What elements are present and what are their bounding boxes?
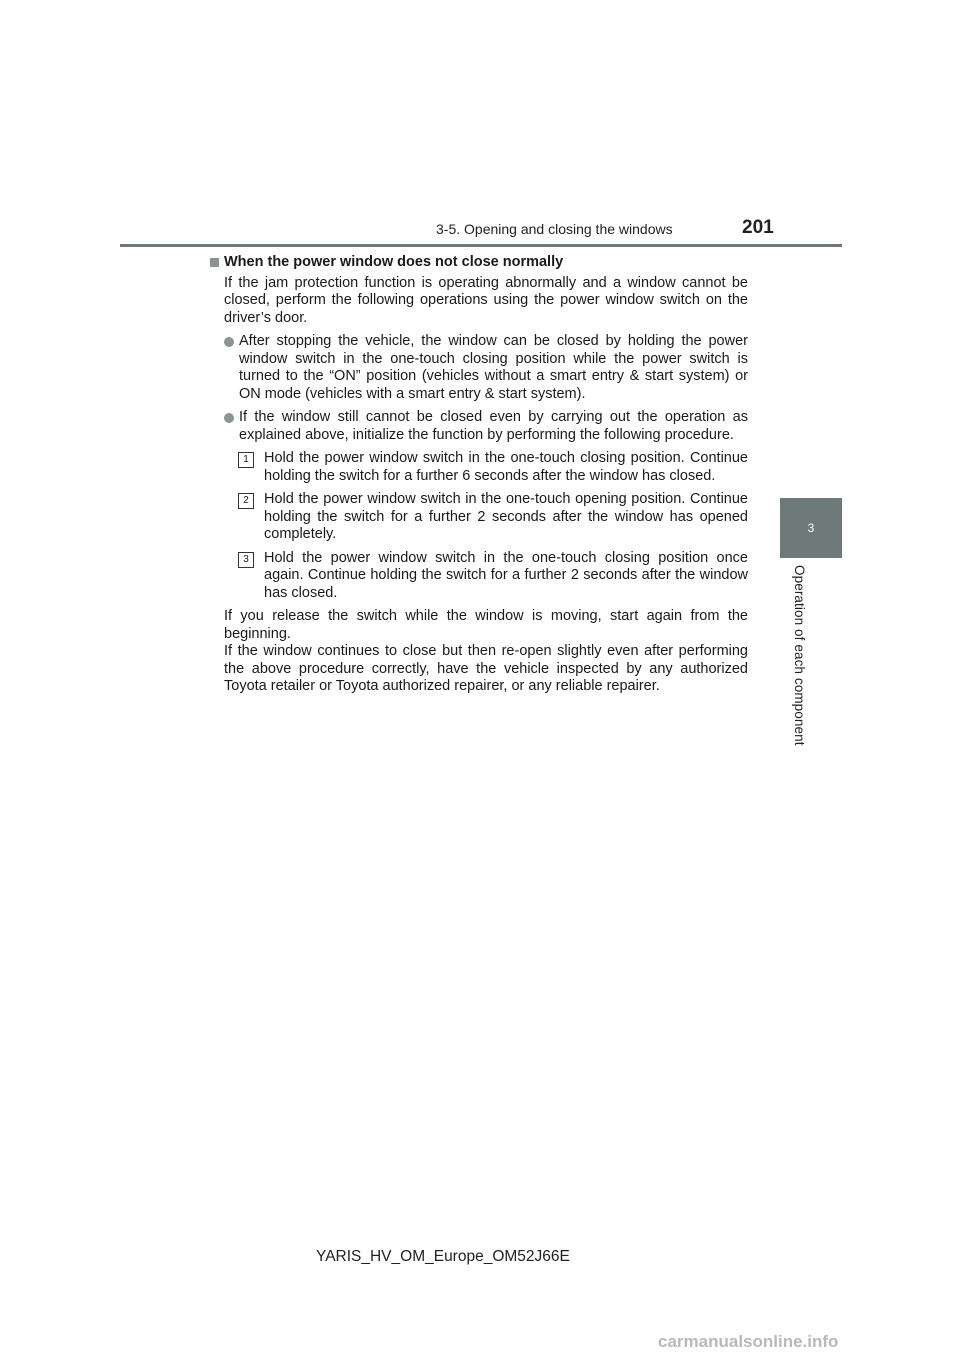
step-text: Hold the power window switch in the one-touch opening position. Continue holding the switch for a further 2 seconds after the window has opened completely. xyxy=(264,491,748,542)
bullet-text: After stopping the vehicle, the window can be closed by holding the power window switch in the one-touch closing position while the power switch is turned to the “ON” position (vehicles without a smart entry & start system) or ON mode (vehicles with a smart entry & start system). xyxy=(239,333,748,402)
circle-bullet-icon xyxy=(224,333,239,403)
chapter-tab xyxy=(780,498,842,558)
circle-bullet-icon xyxy=(224,409,239,444)
heading-text: When the power window does not close normally xyxy=(224,254,564,270)
step-number-box: 1 xyxy=(238,452,254,468)
bullet-text: If the window still cannot be closed even by carrying out the operation as explained above, initialize the function by performing the following procedure. xyxy=(239,409,748,443)
closing-paragraph: If you release the switch while the window is moving, start again from the beginning. xyxy=(224,608,748,642)
chapter-title: Operation of each component xyxy=(792,565,807,746)
step-item xyxy=(238,450,748,485)
step-text: Hold the power window switch in the one-touch closing position. Continue holding the switch for a further 6 seconds after the window has closed. xyxy=(264,450,748,484)
step-item xyxy=(238,550,748,603)
main-content xyxy=(210,254,748,702)
intro-paragraph: If the jam protection function is operating abnormally and a window cannot be closed, perform the following operations using the power window switch on the driver’s door. xyxy=(224,274,748,326)
document-id: YARIS_HV_OM_Europe_OM52J66E xyxy=(316,1248,570,1265)
step-text: Hold the power window switch in the one-touch closing position once again. Continue holding the switch for a further 2 seconds after the window has closed. xyxy=(264,549,748,601)
section-heading xyxy=(210,254,748,272)
square-bullet-icon xyxy=(210,258,219,267)
page-number: 201 xyxy=(742,217,774,238)
header-divider xyxy=(120,244,842,247)
bullet-item xyxy=(224,333,748,403)
step-number-box: 3 xyxy=(238,552,254,568)
chapter-strip xyxy=(780,558,842,808)
watermark: carmanualsonline.info xyxy=(658,1332,839,1351)
chapter-number: 3 xyxy=(807,521,815,535)
section-title: 3-5. Opening and closing the windows xyxy=(436,221,673,237)
step-number-box: 2 xyxy=(238,493,254,509)
step-item xyxy=(238,491,748,544)
closing-paragraph: If the window continues to close but then re-open slightly even after performing the above procedure correctly, have the vehicle inspected by any authorized Toyota retailer or Toyota authorized repairer, or any reliable repairer. xyxy=(224,643,748,694)
bullet-item xyxy=(224,409,748,444)
